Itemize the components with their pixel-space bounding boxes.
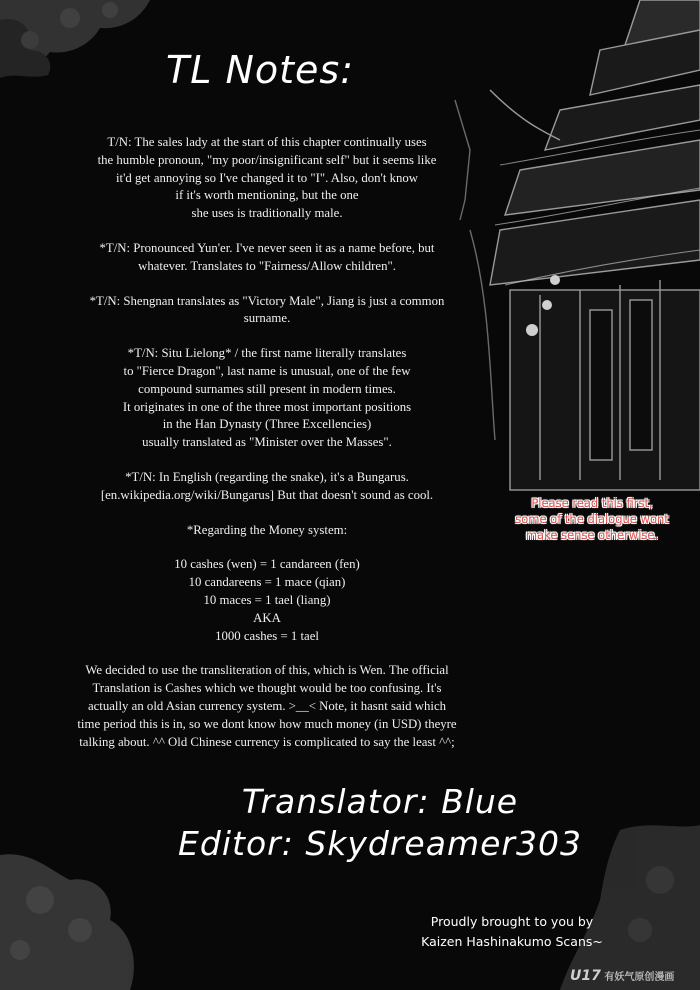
note-line: whatever. Translates to "Fairness/Allow children". xyxy=(138,258,396,273)
note-line: *Regarding the Money system: xyxy=(186,522,348,537)
warning-line: some of the dialogue wont xyxy=(515,512,669,526)
note-paragraph xyxy=(30,345,504,452)
foliage-bottom-left xyxy=(0,854,134,990)
money-line: 10 cashes (wen) = 1 candareen (fen) xyxy=(174,557,360,572)
money-line: 10 maces = 1 tael (liang) xyxy=(203,592,331,607)
note-paragraph xyxy=(30,240,504,276)
logo-text: 有妖气原创漫画 xyxy=(604,972,675,983)
note-line: to "Fierce Dragon", last name is unusual, one of the few xyxy=(123,363,411,378)
money-heading xyxy=(30,522,504,540)
note-line: the humble pronoun, "my poor/insignificant self" but it seems like xyxy=(97,152,437,167)
money-line: 1000 cashes = 1 tael xyxy=(215,628,319,643)
note-line: if it's worth mentioning, but the one xyxy=(175,188,359,203)
note-line: We decided to use the transliteration of this, which is Wen. The official xyxy=(85,663,449,678)
footer-line: Kaizen Hashinakumo Scans~ xyxy=(421,934,603,949)
warning-note xyxy=(488,495,696,543)
note-line: in the Han Dynasty (Three Excellencies) xyxy=(162,417,372,432)
note-line: T/N: The sales lady at the start of this chapter continually uses xyxy=(107,135,427,149)
note-paragraph xyxy=(30,134,504,223)
note-paragraph xyxy=(30,469,504,505)
note-line: *T/N: Shengnan translates as "Victory Male", Jiang is just a common xyxy=(89,293,445,308)
note-paragraph xyxy=(30,293,504,329)
note-line: *T/N: Pronounced Yun'er. I've never seen it as a name before, but xyxy=(99,240,435,255)
note-line: it'd get annoying so I've changed it to "I". Also, don't know xyxy=(115,170,419,185)
money-system-list xyxy=(30,556,504,645)
money-line: 10 candareens = 1 mace (qian) xyxy=(188,575,346,590)
note-line: It originates in one of the three most important positions xyxy=(122,399,412,414)
note-paragraph xyxy=(30,662,504,751)
note-line: usually translated as "Minister over the Masses". xyxy=(142,435,392,450)
editor-credit: Editor: Skydreamer303 xyxy=(178,824,582,863)
note-line: surname. xyxy=(243,311,291,326)
note-line: talking about. ^^ Old Chinese currency is complicated to say the least ^^; xyxy=(79,734,455,749)
note-line: actually an old Asian currency system. >__< Note, it hasnt said which xyxy=(87,698,447,713)
site-logo xyxy=(570,968,674,984)
page-title: TL Notes: xyxy=(165,48,354,92)
footer-line: Proudly brought to you by xyxy=(430,914,594,929)
note-line: Translation is Cashes which we thought would be too confusing. It's xyxy=(92,681,442,696)
note-line: [en.wikipedia.org/wiki/Bungarus] But that doesn't sound as cool. xyxy=(100,487,434,502)
note-line: *T/N: In English (regarding the snake), it's a Bungarus. xyxy=(125,469,409,484)
foliage-top-left xyxy=(0,0,150,78)
note-line: compound surnames still present in modern times. xyxy=(138,381,396,396)
logo-mark: U17 xyxy=(570,968,601,984)
tl-notes xyxy=(30,134,504,768)
translator-credit: Translator: Blue xyxy=(241,782,519,821)
note-line: she uses is traditionally male. xyxy=(191,206,343,221)
money-line: AKA xyxy=(253,610,281,625)
warning-line: make sense otherwise. xyxy=(525,528,659,542)
note-line: time period this is in, so we dont know how much money (in USD) theyre xyxy=(77,716,457,731)
group-credit xyxy=(392,912,632,952)
note-line: *T/N: Situ Lielong* / the first name literally translates xyxy=(127,346,407,361)
warning-line: Please read this first, xyxy=(531,496,653,510)
